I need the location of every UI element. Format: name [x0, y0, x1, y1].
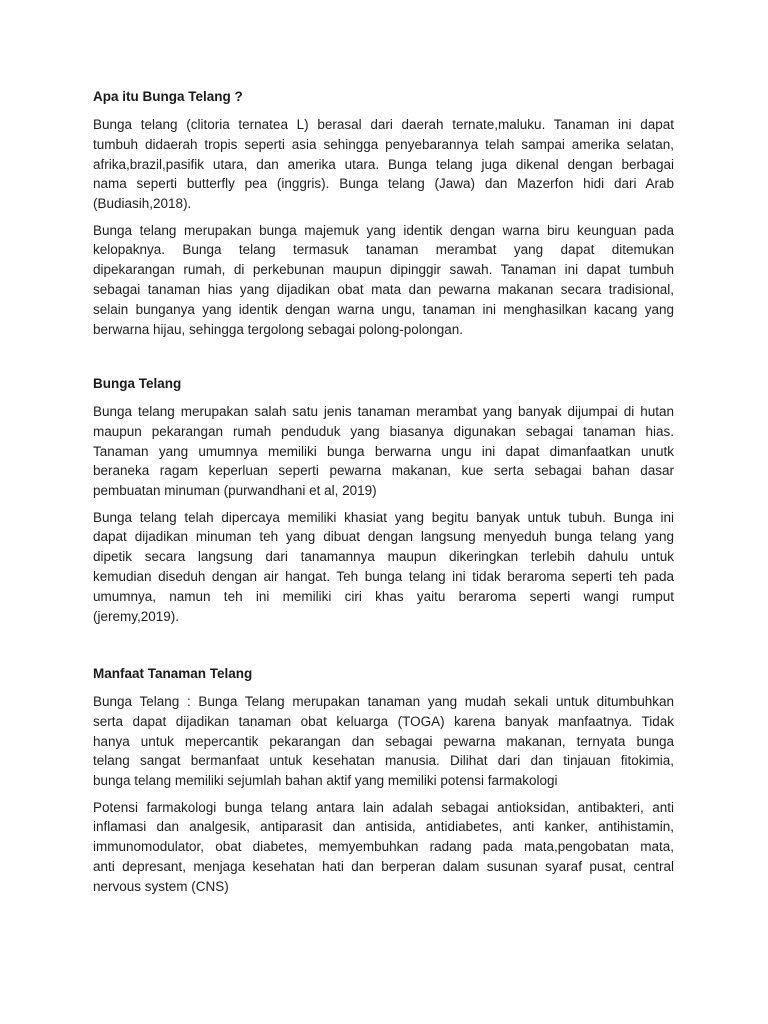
text-line: serta dapat dijadikan tanaman obat keluarga (TOGA) karena banyak manfaatnya. Tidak [93, 713, 674, 729]
text-line: Bunga telang merupakan bunga majemuk yang identik dengan warna biru keunguan pada [93, 222, 674, 238]
paragraph [93, 402, 674, 501]
text-line: Potensi farmakologi bunga telang antara lain adalah sebagai antioksidan, antibakteri, anti [93, 799, 674, 815]
section-heading: Manfaat Tanaman Telang [93, 666, 253, 681]
text-line: sebagai tanaman hias yang dijadikan obat mata dan pewarna makanan secara tradisional, [93, 281, 674, 297]
text-line: Bunga telang (clitoria ternatea L) berasal dari daerah ternate,maluku. Tanaman ini dapat [93, 117, 674, 133]
text-line: dipekarangan rumah, di perkebunan maupun dipinggir sawah. Tanaman ini dapat tumbuh [93, 262, 674, 278]
section-heading: Bunga Telang [93, 376, 182, 391]
text-line: Bunga telang merupakan salah satu jenis tanaman merambat yang banyak dijumpai di hutan [93, 404, 674, 420]
text-line: Bunga telang telah dipercaya memiliki khasiat yang begitu banyak untuk tubuh. Bunga ini [93, 509, 674, 525]
text-line: (jeremy,2019). [93, 608, 180, 624]
text-line: kemudian diseduh dengan air hangat. Teh bunga telang ini tidak beraroma seperti teh pada [93, 568, 674, 584]
section-manfaat-tanaman-telang [93, 664, 674, 897]
text-line: telang sangat bermanfaat untuk kesehatan manusia. Dilihat dari dan tinjauan fitokimia, [93, 753, 674, 769]
text-line: maupun pekarangan rumah penduduk yang biasanya digunakan sebagai tanaman hias. [93, 423, 674, 439]
section-apa-itu-bunga-telang [93, 87, 674, 339]
text-line: selain bunganya yang identik dengan warna ungu, tanaman ini menghasilkan kacang yang [93, 301, 674, 317]
paragraph [93, 508, 674, 627]
paragraph [93, 115, 674, 214]
paragraph [93, 692, 674, 791]
text-line: umumnya, namun teh ini memiliki ciri khas yaitu beraroma seperti wangi rumput [93, 588, 674, 604]
text-line: bunga telang memiliki sejumlah bahan aktif yang memiliki potensi farmakologi [93, 773, 558, 789]
section-heading: Apa itu Bunga Telang ? [93, 89, 243, 104]
text-line: afrika,brazil,pasifik utara, dan amerika utara. Bunga telang juga dikenal dengan berbagai [93, 156, 674, 172]
text-line: kelopaknya. Bunga telang termasuk tanaman merambat yang dapat ditemukan [93, 242, 674, 258]
text-line: tumbuh didaerah tropis seperti asia sehingga penyebarannya telah sampai amerika selatan, [93, 136, 674, 152]
text-line: (Budiasih,2018). [93, 196, 192, 212]
text-line: hanya untuk mepercantik pekarangan dan sebagai pewarna makanan, ternyata bunga [93, 733, 674, 749]
section-bunga-telang [93, 374, 674, 626]
text-line: pembuatan minuman (purwandhani et al, 2019) [93, 483, 377, 499]
text-line: inflamasi dan analgesik, antiparasit dan antisida, antidiabetes, anti kanker, antihistamin, [93, 819, 674, 835]
paragraph [93, 221, 674, 340]
text-line: anti depresant, menjaga kesehatan hati dan berperan dalam susunan syaraf pusat, central [93, 858, 674, 874]
text-line: dipetik secara langsung dari tanamannya maupun dikeringkan terlebih dahulu untuk [93, 549, 674, 565]
text-line: berwarna hijau, sehingga tergolong sebagai polong-polongan. [93, 321, 464, 337]
paragraph [93, 798, 674, 897]
text-line: Bunga Telang : Bunga Telang merupakan tanaman yang mudah sekali untuk ditumbuhkan [93, 694, 674, 710]
text-line: nervous system (CNS) [93, 878, 229, 894]
text-line: Tanaman yang umumnya memiliki bunga berwarna ungu ini dapat dimanfaatkan unutk [93, 443, 674, 459]
text-line: dapat dijadikan minuman teh yang dibuat dengan langsung menyeduh bunga telang yang [93, 529, 674, 545]
text-line: beraneka ragam keperluan seperti pewarna makanan, kue serta sebagai bahan dasar [93, 463, 674, 479]
text-line: immunomodulator, obat diabetes, memyembuhkan radang pada mata,pengobatan mata, [93, 839, 674, 855]
text-line: nama seperti butterfly pea (inggris). Bunga telang (Jawa) dan Mazerfon hidi dari Arab [93, 176, 674, 192]
